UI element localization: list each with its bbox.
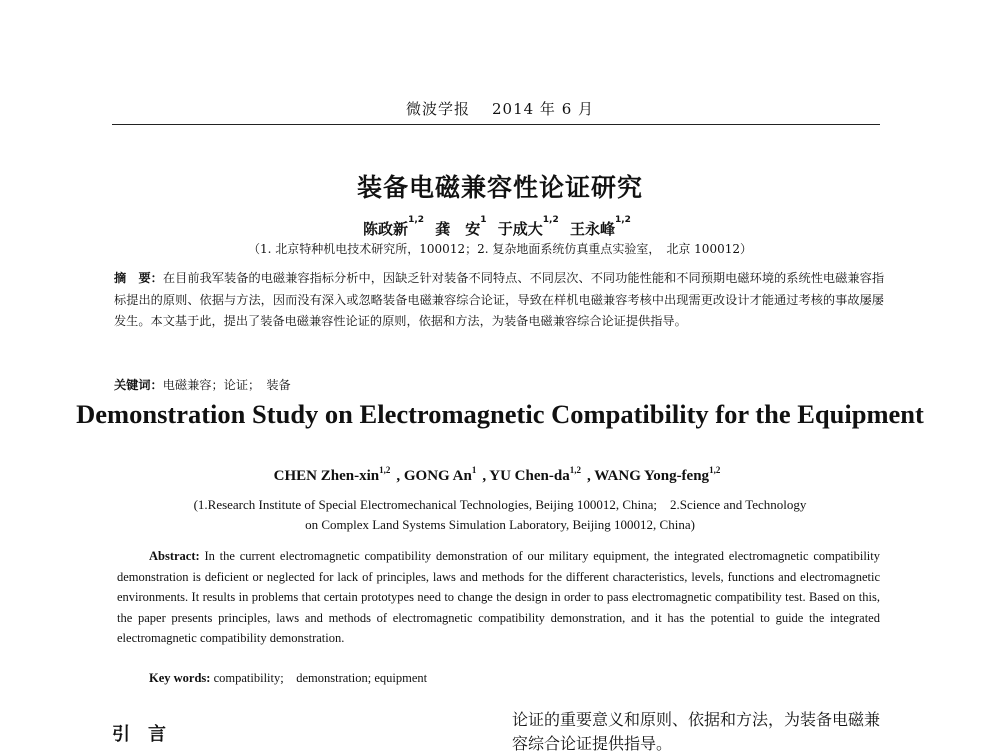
author-name: 于成大 [497,220,543,238]
journal-name: 微波学报 [405,100,470,118]
keywords-label: Key words: [149,671,211,685]
issue-date: 2014 年 6 月 [491,100,595,118]
author-affiliation-mark: 1 [471,465,477,475]
chinese-abstract [114,268,884,333]
chinese-title: 装备电磁兼容性论证研究 [356,173,643,202]
author-name: 陈政新 [363,220,409,238]
affiliation-line: on Complex Land Systems Simulation Laboratory, Beijing 100012, China) [305,517,695,532]
abstract-text: In the current electromagnetic compatibility demonstration of our military equipment, the integrated electromagnetic compatibility demonstration is deficient or neglected for lack of principles, laws and methods for the different characteristics, levels, functions and electromagnetic environments. It results in problems that certain prototypes need to change the design in order to pass electromagnetic compatibility test. Based on this, the paper presents principles, laws and methods of electromagnetic compatibility demonstration, and it has the potential to guide the integrated electromagnetic compatibility demonstration. [117,549,880,645]
author-name: GONG An [403,468,472,484]
keywords-text: 电磁兼容；论证； 装备 [162,378,291,392]
author-name: 龚 安 [435,220,481,238]
author-affiliation-mark: 1 [480,215,487,225]
chinese-affiliation: （1. 北京特种机电技术研究所，100012；2. 复杂地面系统仿真重点实验室， 北京 100012） [248,242,752,256]
author-affiliation-mark: 1,2 [709,465,721,475]
author-affiliation-mark: 1,2 [542,215,559,225]
section-heading: 引 言 [112,724,166,745]
author-name: CHEN Zhen-xin [273,468,380,484]
english-authors: CHEN Zhen-xin$^{1,2}$ , GONG An$^1$ , YU Chen-da$^{1,2}$ , WANG Yong-feng$^{1,2}$ [273,465,721,484]
author-affiliation-mark: 1,2 [569,465,581,475]
author-affiliation-mark: 1,2 [408,215,425,225]
chinese-keywords [114,376,291,393]
header-rule [112,124,880,125]
abstract-label: Abstract: [149,549,200,563]
abstract-label: 摘 要： [114,271,163,285]
english-keywords [149,668,427,686]
abstract-text: 在目前我军装备的电磁兼容指标分析中，因缺乏针对装备不同特点、不同层次、不同功能性能和不同预期电磁环境的系统性电磁兼容指标提出的原则、依据与方法，因而没有深入或忽略装备电磁兼容综合论证，导致在样机电磁兼容考核中出现需更改设计才能通过考核的事故屡屡发生。本文基于此，提出了装备电磁兼容性论证的原则，依据和方法，为装备电磁兼容综合论证提供指导。 [114,271,885,328]
affiliation-line: (1.Research Institute of Special Electromechanical Technologies, Beijing 100012, China; 2.Science and Technology [193,497,807,512]
english-title: Demonstration Study on Electromagnetic Compatibility for the Equipment [76,399,924,429]
keywords-label: 关键词： [114,378,163,392]
author-affiliation-mark: 1,2 [614,215,631,225]
keywords-text: compatibility; demonstration; equipment [210,671,428,685]
author-name: WANG Yong-feng [594,468,710,484]
body-text-right-column: 论证的重要意义和原则、依据和方法，为装备电磁兼容综合论证提供指导。 [512,710,881,753]
author-name: YU Chen-da [489,468,570,484]
english-affiliation [0,495,1000,535]
chinese-authors [0,215,1000,239]
english-abstract [117,546,880,649]
running-header [0,98,1000,119]
author-name: 王永峰 [569,220,615,238]
author-affiliation-mark: 1,2 [379,465,391,475]
